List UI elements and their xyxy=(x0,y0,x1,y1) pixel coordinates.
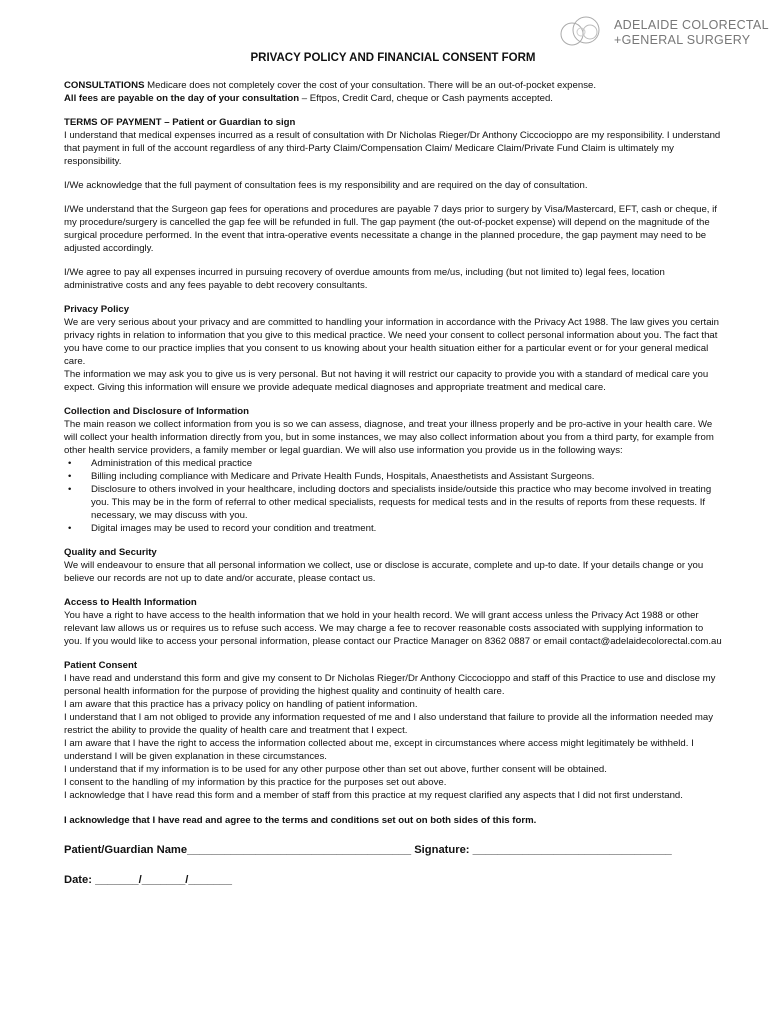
spacer xyxy=(64,105,722,116)
logo-line-2: +GENERAL SURGERY xyxy=(614,33,751,47)
terms-heading: TERMS OF PAYMENT – Patient or Guardian to sign xyxy=(64,117,296,128)
privacy-heading: Privacy Policy xyxy=(64,304,130,315)
signature-label: Signature: xyxy=(411,844,473,856)
privacy-paragraph-1: We are very serious about your privacy and are committed to handling your information in accordance with the Privacy Act 1988. The law gives you certain privacy rights in relation to information that you give to this medical practice. We need your consent to collect personal information about you. The fact that you have come to our practice implies that you consent to us knowing about your health situation either for a particular event or for your general medical care. xyxy=(64,317,720,367)
terms-paragraph-3: I/We understand that the Surgeon gap fees for operations and procedures are payable 7 days prior to surgery by Visa/Mastercard, EFT, cash or cheque, if my procedure/surgery is cancelled the gap fee will be refunded in full. The gap payment (the out-of-pocket expense) will depend on the magnitude of the surgical procedure performed. In the event that intra-operative events necessitate a change in the planned procedure, the gap payment may need to be adjusted accordingly. xyxy=(64,204,717,254)
list-item: • Digital images may be used to record your condition and treatment. xyxy=(91,522,722,535)
fees-bold: All fees are payable on the day of your consultation xyxy=(64,93,300,104)
quality-paragraph: We will endeavour to ensure that all personal information we collect, use or disclose is accurate, complete and up-to date. If your details change or you believe our records are not up to date and/or accurate, please contact us. xyxy=(64,560,704,584)
spacer xyxy=(64,255,722,266)
consent-line: I understand that if my information is to be used for any other purpose other than set out above, further consent will be obtained. xyxy=(64,764,607,775)
consultations-text: Medicare does not completely cover the cost of your consultation. There will be an out-of-pocket expense. xyxy=(144,80,596,91)
list-item: • Administration of this medical practice xyxy=(91,457,722,470)
consultations-paragraph xyxy=(64,79,722,92)
consent-line: I am aware that I have the right to access the information collected about me, except in circumstances where access might legitimately be withheld. I understand I will be given explanation in these circumstances. xyxy=(64,738,694,762)
spacer xyxy=(64,802,722,808)
consent-heading: Patient Consent xyxy=(64,660,138,671)
signature-field[interactable]: ________________________________ xyxy=(472,844,672,856)
spacer xyxy=(64,192,722,203)
signature-row xyxy=(64,844,722,857)
guardian-name-field[interactable]: ____________________________________ xyxy=(187,844,412,856)
consent-line: I consent to the handling of my information by this practice for the purposes set out above. xyxy=(64,777,447,788)
consent-line: I acknowledge that I have read this form and a member of staff from this practice at my request clarified any aspects that I did not first understand. xyxy=(64,790,683,801)
consultations-label: CONSULTATIONS xyxy=(64,80,145,91)
form-page xyxy=(64,52,722,887)
date-row xyxy=(64,874,722,887)
list-item: • Disclosure to others involved in your healthcare, including doctors and specialists inside/outside this practice who may become involved in treating you. This may be in the form of referral to other medical specialists, requests for medical tests and in the results of reports from these requests. If necessary, we may discuss with you. xyxy=(91,483,722,522)
spacer xyxy=(64,648,722,659)
consent-line: I have read and understand this form and give my consent to Dr Nicholas Rieger/Dr Anthony Ciccocioppo and staff of this Practice to use and disclose my personal health information for the purpose of providing the highest quality and continuity of health care. xyxy=(64,673,716,697)
logo-circles-icon xyxy=(558,14,608,50)
practice-logo xyxy=(558,14,769,50)
spacer xyxy=(64,585,722,596)
form-title: PRIVACY POLICY AND FINANCIAL CONSENT FORM xyxy=(250,52,536,64)
spacer xyxy=(64,535,722,546)
terms-paragraph-4: I/We agree to pay all expenses incurred in pursuing recovery of overdue amounts from me/us, including (but not limited to) legal fees, location administrative costs and any fees payable to debt recovery consultants. xyxy=(64,267,665,291)
access-heading: Access to Health Information xyxy=(64,597,197,608)
guardian-name-label: Patient/Guardian Name xyxy=(64,844,188,856)
access-paragraph: You have a right to have access to the health information that we hold in your health record. We will grant access unless the Privacy Act 1988 or other relevant law allows us or requires us to refuse such access. We may charge a fee to recover reasonable costs associated with supplying information to you. If you would like to access your personal information, please contact our Practice Manager on 8362 0887 or email contact@adelaidecolorectal.com.au xyxy=(64,610,722,647)
collection-list xyxy=(64,457,722,535)
privacy-paragraph-2: The information we may ask you to give us is very personal. But not having it will restrict our capacity to provide you with a standard of medical care you expect. Giving this information will ensure we provide adequate medical diagnoses and appropriate treatment and medical care. xyxy=(64,369,709,393)
logo-line-1: ADELAIDE COLORECTAL xyxy=(614,18,769,32)
fees-paragraph xyxy=(64,92,722,105)
spacer xyxy=(64,168,722,179)
acknowledgement: I acknowledge that I have read and agree to the terms and conditions set out on both sides of this form. xyxy=(64,815,537,826)
terms-paragraph-1: I understand that medical expenses incurred as a result of consultation with Dr Nicholas Rieger/Dr Anthony Ciccocioppo are my responsibility. I understand that payment in full of the account regardless of any third-Party Claim/Compensation Claim/ Medicare Claim/Private Fund Claim is ultimately my responsibility. xyxy=(64,130,721,167)
spacer xyxy=(64,394,722,405)
collection-heading: Collection and Disclosure of Information xyxy=(64,406,249,417)
spacer xyxy=(64,292,722,303)
date-label: Date: xyxy=(64,874,96,886)
consent-line: I understand that I am not obliged to provide any information requested of me and I also understand that failure to provide all the information needed may restrict the ability to provide the quality of health care and treatment that I expect. xyxy=(64,712,714,736)
list-item: • Billing including compliance with Medicare and Private Health Funds, Hospitals, Anaesthetists and Assistant Surgeons. xyxy=(91,470,722,483)
consent-line: I am aware that this practice has a privacy policy on handling of patient information. xyxy=(64,699,418,710)
collection-paragraph: The main reason we collect information from you is so we can assess, diagnose, and treat your illness properly and be pro-active in your health care. We will collect your health information directly from you, but in some instances, we may also collect information about you from a third party, for example from other health service providers, a family member or legal guardian. We will also use information you provide us in the following ways: xyxy=(64,419,714,456)
terms-paragraph-2: I/We acknowledge that the full payment of consultation fees is my responsibility and are required on the day of consultation. xyxy=(64,180,588,191)
date-field[interactable]: _______/_______/_______ xyxy=(95,874,232,886)
quality-heading: Quality and Security xyxy=(64,547,157,558)
fees-text: – Eftpos, Credit Card, cheque or Cash payments accepted. xyxy=(299,93,553,104)
